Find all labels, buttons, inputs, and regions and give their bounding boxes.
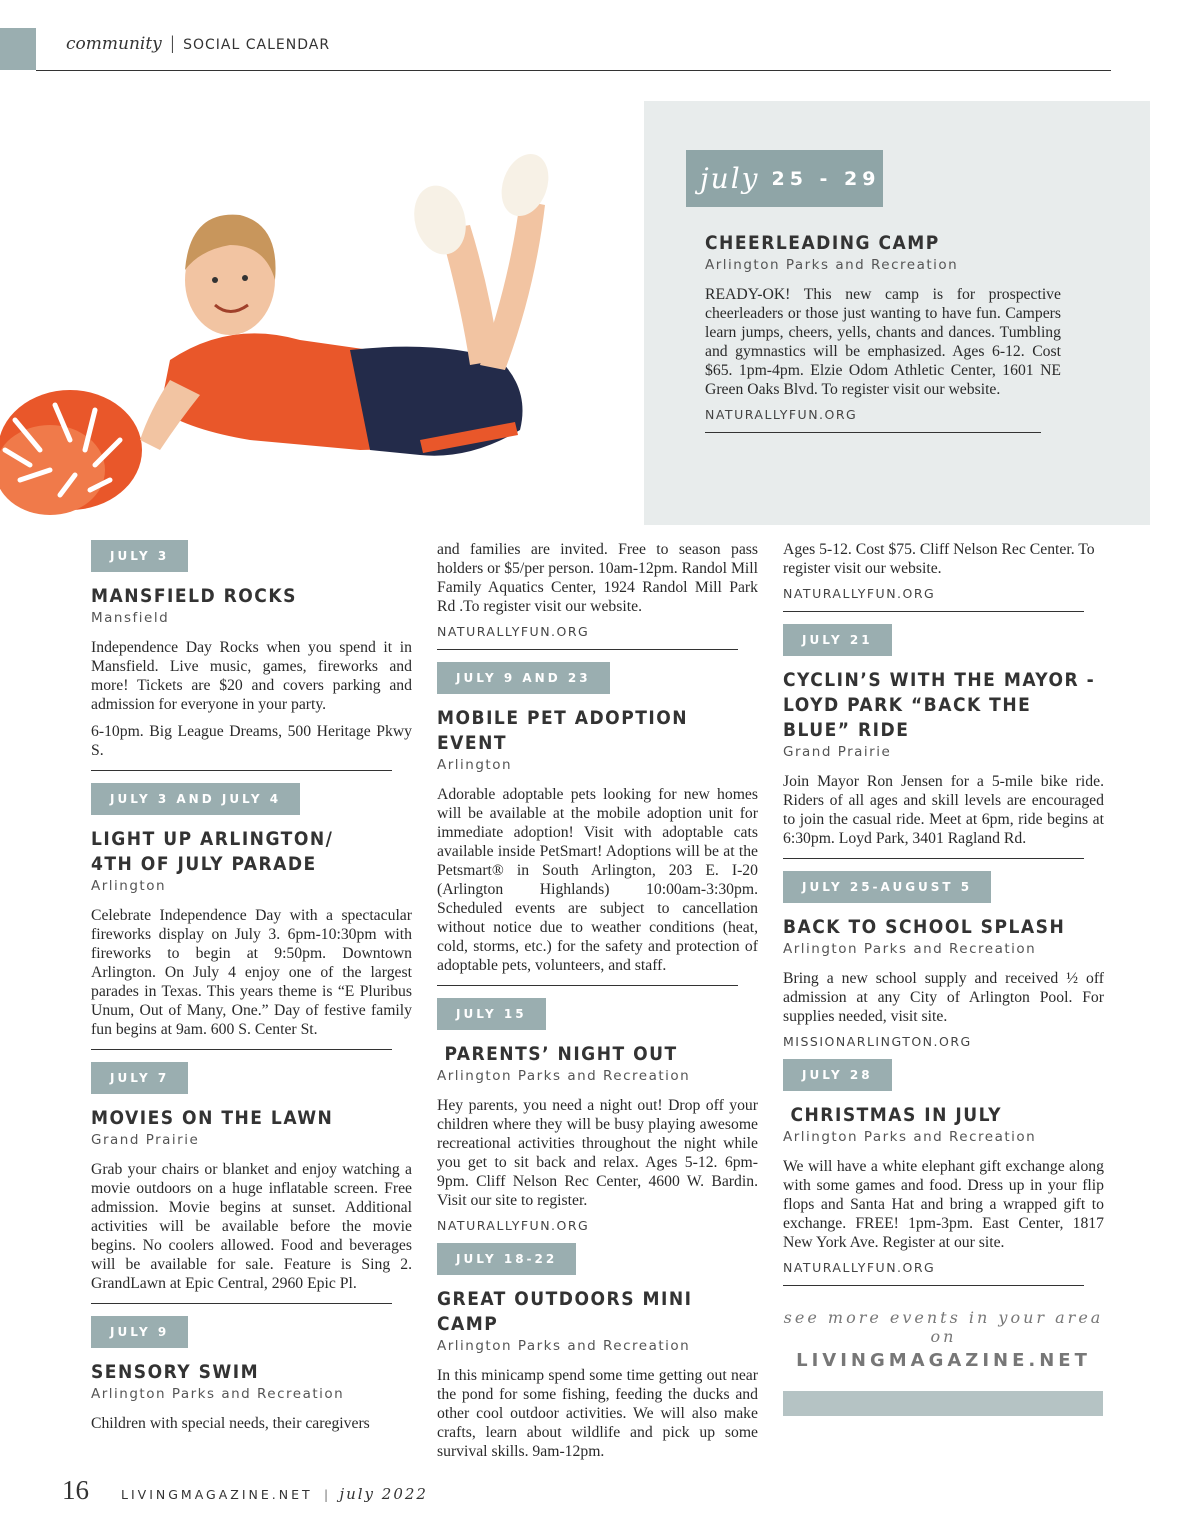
divider <box>783 1285 1084 1286</box>
see-more-link[interactable]: LIVINGMAGAZINE.NET <box>796 1350 1091 1371</box>
footer-separator: | <box>324 1488 328 1503</box>
event-cyclin-with-the-mayor <box>783 624 1104 859</box>
event-mansfield-rocks <box>91 540 412 771</box>
event-description: Grab your chairs or blanket and enjoy watching a movie outdoors on a huge inflatable screen. Free admission. Movie begins at sunset. Additional activities will be available before the movie begins. No coolers allowed. Food and beverages will be available for sale. Feature is Sing 2. GrandLawn at Epic Central, 2960 Epic Pl. <box>91 1161 412 1292</box>
footer-issue: july 2022 <box>339 1485 428 1503</box>
event-organizer: Arlington <box>91 878 167 894</box>
divider <box>91 1303 392 1304</box>
calendar-column-1 <box>91 540 412 1441</box>
page-number: 16 <box>62 1475 89 1505</box>
divider <box>783 858 1084 859</box>
event-title: MANSFIELD ROCKS <box>91 585 297 607</box>
event-link[interactable]: NATURALLYFUN.ORG <box>783 586 936 601</box>
event-date-tag: JULY 15 <box>437 998 546 1030</box>
event-organizer: Arlington Parks and Recreation <box>705 257 959 273</box>
event-sensory-swim-continued <box>437 540 758 650</box>
event-title-line-1: CYCLIN’S WITH THE MAYOR - <box>783 669 1096 691</box>
event-sensory-swim <box>91 1316 412 1433</box>
calendar-column-3 <box>783 540 1104 1416</box>
event-parents-night-out <box>437 998 758 1233</box>
event-description: Celebrate Independence Day with a spectacular fireworks display on July 3. 6pm-10:30pm with fireworks to begin at 9:50pm. Downtown Arlington. On July 4 enjoy one of the largest parades in Texas. This years theme is “E Pluribus Unum, Out of Many, One.” Day of festive family fun begins at 9am. 600 S. Center St. <box>91 907 412 1038</box>
event-title: MOVIES ON THE LAWN <box>91 1107 334 1129</box>
feature-date-badge <box>686 150 883 207</box>
event-date-tag: JULY 18-22 <box>437 1243 576 1275</box>
event-link[interactable]: NATURALLYFUN.ORG <box>437 1218 590 1233</box>
feature-event <box>705 231 1061 445</box>
event-description: In this minicamp spend some time getting out near the pond for some fishing, feeding the ducks and other cool outdoor activities. We will also make crafts, learn about wildlife and pick up some survival skills. 9am-12pm. <box>437 1367 758 1460</box>
header-section: community <box>66 34 162 54</box>
header-subsection: SOCIAL CALENDAR <box>183 37 331 53</box>
event-date-tag: JULY 28 <box>783 1059 892 1091</box>
event-title: GREAT OUTDOORS MINI CAMP <box>437 1288 693 1335</box>
event-organizer: Mansfield <box>91 610 170 626</box>
event-movies-on-the-lawn <box>91 1062 412 1304</box>
divider <box>705 432 1041 433</box>
event-organizer: Arlington Parks and Recreation <box>91 1386 345 1402</box>
event-description: Children with special needs, their caregivers <box>91 1415 370 1432</box>
event-description: READY-OK! This new camp is for prospective cheerleaders or those just wanting to have fun. Campers learn jumps, cheers, yells, chants and dances. Tumbling and gymnastics will be emphasized. Ages 6-12. Cost $65. 1pm-4pm. Elzie Odom Athletic Center, 1601 NE Green Oaks Blvd. To register visit our website. <box>705 286 1061 398</box>
event-title-line-2: LOYD PARK “BACK THE <box>783 694 1032 716</box>
header-separator: | <box>170 33 175 54</box>
event-date-tag: JULY 7 <box>91 1062 188 1094</box>
event-description: Join Mayor Ron Jensen for a 5-mile bike ride. Riders of all ages and skill levels are encouraged to join the casual ride. Meet at 6pm, ride begins at 6:30pm. Loyd Park, 3401 Ragland Rd. <box>783 773 1104 847</box>
footer-site[interactable]: LIVINGMAGAZINE.NET <box>121 1487 313 1502</box>
event-date-tag: JULY 9 AND 23 <box>437 662 610 694</box>
event-title: CHRISTMAS IN JULY <box>783 1104 1002 1126</box>
divider <box>783 611 1084 612</box>
event-back-to-school-splash <box>783 871 1104 1049</box>
event-link[interactable]: MISSIONARLINGTON.ORG <box>783 1034 972 1049</box>
event-title: CHEERLEADING CAMP <box>705 232 940 254</box>
event-title-line-1: LIGHT UP ARLINGTON/ <box>91 828 334 850</box>
event-description: We will have a white elephant gift exchange along with some games and food. Dress up in your flip flops and Santa Hat and bring a wrapped gift to exchange. FREE! 1pm-3pm. East Center, 1817 New York Ave. Register at our site. <box>783 1158 1104 1251</box>
event-title-line-2: 4TH OF JULY PARADE <box>91 853 317 875</box>
event-description: Bring a new school supply and received ½ off admission at any City of Arlington Pool. For supplies needed, visit site. <box>783 970 1104 1025</box>
event-description: and families are invited. Free to season pass holders or $5/per person. 10am-12pm. Randol Mill Family Aquatics Center, 1924 Randol Mill Park Rd .To register visit our website. <box>437 541 758 615</box>
event-light-up-arlington <box>91 783 412 1050</box>
event-description: Independence Day Rocks when you spend it in Mansfield. Live music, games, fireworks and more! Tickets are $20 and covers parking and admission for everyone in your party. <box>91 639 412 713</box>
event-title: BACK TO SCHOOL SPLASH <box>783 916 1066 938</box>
cheerleader-photo <box>0 150 620 520</box>
event-date-tag: JULY 21 <box>783 624 892 656</box>
event-title: MOBILE PET ADOPTION EVENT <box>437 707 689 754</box>
see-more-text: see more events in your area on <box>783 1308 1104 1346</box>
header-rule <box>36 70 1111 71</box>
header-tab <box>0 28 36 70</box>
divider <box>91 770 392 771</box>
event-christmas-in-july <box>783 1059 1104 1286</box>
calendar-column-2 <box>437 540 758 1469</box>
event-date-tag: JULY 3 AND JULY 4 <box>91 783 300 815</box>
divider <box>437 649 738 650</box>
event-title-line-3: BLUE” RIDE <box>783 719 910 741</box>
divider <box>437 985 738 986</box>
event-organizer: Grand Prairie <box>91 1132 200 1148</box>
event-description: Hey parents, you need a night out! Drop off your children where they will be busy playing awesome recreational activities throughout the night while you get to sit back and relax. Ages 5-12. 6pm-9pm. Cliff Nelson Rec Center, 4600 W. Bardin. Visit our site to register. <box>437 1097 758 1209</box>
event-organizer: Arlington Parks and Recreation <box>783 1129 1037 1145</box>
event-organizer: Arlington Parks and Recreation <box>437 1068 691 1084</box>
pom-pom-icon <box>0 390 142 515</box>
event-description: Ages 5-12. Cost $75. Cliff Nelson Rec Center. To register visit our website. <box>783 541 1095 577</box>
see-more-promo <box>783 1308 1104 1371</box>
event-outdoors-camp-continued <box>783 540 1104 612</box>
event-description: Adorable adoptable pets looking for new homes will be available at the mobile adoption unit for immediate adoption! Visit with adoptable cats available inside PetSmart! Adoptions will be at the Petsmart® in South Arlington, 203 E. I-20 (Arlington Highlands) 10:00am-3:30pm. Scheduled events are subject to cancellation without notice due to weather conditions (heat, cold, storms, etc.) for the safety and protection of adoptable pets, volunteers, and staff. <box>437 786 758 974</box>
event-mobile-pet-adoption <box>437 662 758 986</box>
event-organizer: Arlington Parks and Recreation <box>783 941 1037 957</box>
event-organizer: Arlington <box>437 757 513 773</box>
event-title: SENSORY SWIM <box>91 1361 260 1383</box>
event-link[interactable]: NATURALLYFUN.ORG <box>705 407 858 422</box>
event-great-outdoors-mini-camp <box>437 1243 758 1461</box>
event-link[interactable]: NATURALLYFUN.ORG <box>783 1260 936 1275</box>
feature-month: july <box>700 162 760 195</box>
event-organizer: Arlington Parks and Recreation <box>437 1338 691 1354</box>
event-date-tag: JULY 3 <box>91 540 188 572</box>
divider <box>91 1049 392 1050</box>
event-organizer: Grand Prairie <box>783 744 892 760</box>
event-date-tag: JULY 9 <box>91 1316 188 1348</box>
event-date-tag: JULY 25-AUGUST 5 <box>783 871 991 903</box>
decorative-bar <box>783 1391 1103 1416</box>
page-footer <box>62 1475 428 1506</box>
feature-days: 25 - 29 <box>771 167 881 190</box>
event-link[interactable]: NATURALLYFUN.ORG <box>437 624 590 639</box>
running-header <box>66 33 330 55</box>
event-details: 6-10pm. Big League Dreams, 500 Heritage Pkwy S. <box>91 723 412 759</box>
event-title: PARENTS’ NIGHT OUT <box>437 1043 678 1065</box>
